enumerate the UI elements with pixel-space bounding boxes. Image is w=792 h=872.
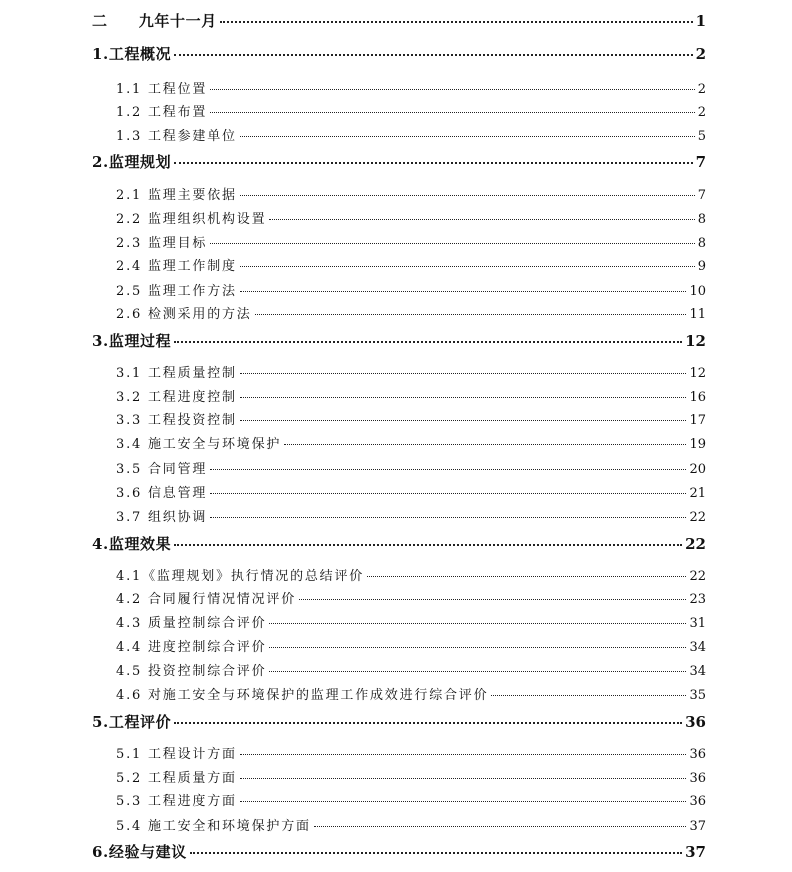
toc-entry-section[interactable] [0,101,706,120]
toc-leader-dots [210,493,686,494]
toc-entry-page-number: 2 [697,82,706,97]
toc-leader-dots [240,778,687,779]
toc-entry-title: 2.1 监理主要依据 [116,188,237,203]
toc-entry-title: 3.7 组织协调 [116,510,208,525]
toc-leader-dots [210,243,695,244]
toc-entry-page-number: 11 [689,307,706,322]
toc-entry-section[interactable] [0,743,706,762]
toc-entry-title: 4.监理效果 [92,535,172,553]
toc-entry-page-number: 34 [689,640,706,655]
toc-leader-dots [240,801,687,802]
toc-entry-title: 二 九年十一月 [92,12,217,30]
toc-leader-dots [210,517,686,518]
toc-entry-chapter[interactable] [0,43,706,64]
toc-entry-section[interactable] [0,280,706,299]
toc-entry-title: 5.2 工程质量方面 [116,771,237,786]
toc-entry-page-number: 22 [689,569,706,584]
toc-entry-section[interactable] [0,184,706,203]
toc-entry-chapter[interactable] [0,330,706,351]
toc-leader-dots [174,544,682,546]
toc-entry-page-number: 5 [697,129,706,144]
toc-entry-title: 2.6 检测采用的方法 [116,307,252,322]
toc-entry-section[interactable] [0,386,706,405]
toc-leader-dots [269,219,694,220]
toc-leader-dots [367,576,686,577]
toc-entry-page-number: 2 [695,45,706,63]
toc-leader-dots [174,722,682,724]
toc-leader-dots [174,341,682,343]
toc-leader-dots [240,266,695,267]
toc-entry-section[interactable] [0,125,706,144]
toc-leader-dots [240,420,687,421]
toc-leader-dots [210,89,695,90]
toc-leader-dots [491,695,686,696]
toc-entry-page-number: 36 [689,794,706,809]
toc-leader-dots [255,314,687,315]
toc-leader-dots [240,397,687,398]
toc-entry-page-number: 7 [695,153,706,171]
toc-entry-title: 1.工程概况 [92,45,172,63]
toc-entry-title: 4.1《监理规划》执行情况的总结评价 [116,569,365,584]
toc-leader-dots [210,469,686,470]
toc-leader-dots [284,444,686,445]
toc-entry-page-number: 12 [689,366,706,381]
toc-entry-section[interactable] [0,458,706,477]
toc-entry-section[interactable] [0,612,706,631]
toc-entry-title: 2.2 监理组织机构设置 [116,212,267,227]
toc-entry-page-number: 8 [697,236,706,251]
toc-entry-title: 4.4 进度控制综合评价 [116,640,267,655]
toc-entry-page-number: 2 [697,105,706,120]
toc-entry-title: 2.5 监理工作方法 [116,284,237,299]
toc-leader-dots [174,54,692,56]
toc-entry-title: 6.经验与建议 [92,843,187,861]
toc-entry-section[interactable] [0,303,706,322]
toc-entry-title: 1.3 工程参建单位 [116,129,237,144]
toc-entry-title: 3.4 施工安全与环境保护 [116,437,282,452]
toc-entry-chapter[interactable] [0,533,706,554]
toc-entry-page-number: 20 [689,462,706,477]
toc-entry-section[interactable] [0,767,706,786]
toc-entry-section[interactable] [0,684,706,703]
toc-leader-dots [240,754,687,755]
toc-entry-page-number: 36 [689,771,706,786]
toc-entry-page-number: 9 [697,259,706,274]
toc-entry-page-number: 35 [689,688,706,703]
toc-entry-title: 5.3 工程进度方面 [116,794,237,809]
toc-entry-title: 4.2 合同履行情况情况评价 [116,592,297,607]
toc-entry-page-number: 19 [689,437,706,452]
toc-entry-page-number: 34 [689,664,706,679]
toc-entry-title: 3.6 信息管理 [116,486,208,501]
toc-entry-section[interactable] [0,565,706,584]
toc-entry-page-number: 16 [689,390,706,405]
toc-leader-dots [174,162,692,164]
toc-entry-title: 5.1 工程设计方面 [116,747,237,762]
toc-entry-page-number: 22 [685,535,706,553]
toc-entry-page-number: 37 [685,843,706,861]
toc-entry-section[interactable] [0,78,706,97]
toc-entry-page-number: 7 [697,188,706,203]
toc-entry-page-number: 36 [685,713,706,731]
toc-entry-page-number: 21 [689,486,706,501]
toc-entry-title: 4.6 对施工安全与环境保护的监理工作成效进行综合评价 [116,688,489,703]
toc-entry-page-number: 8 [697,212,706,227]
toc-entry-section[interactable] [0,232,706,251]
toc-entry-page-number: 31 [689,616,706,631]
toc-entry-page-number: 1 [695,12,706,30]
toc-entry-chapter[interactable] [0,711,706,732]
toc-entry-title: 3.3 工程投资控制 [116,413,237,428]
toc-entry-section[interactable] [0,506,706,525]
toc-entry-chapter[interactable] [0,151,706,172]
toc-leader-dots [240,136,695,137]
toc-leader-dots [269,647,686,648]
toc-entry-title: 5.4 施工安全和环境保护方面 [116,819,311,834]
toc-entry-title: 3.1 工程质量控制 [116,366,237,381]
toc-entry-title: 4.3 质量控制综合评价 [116,616,267,631]
toc-entry-section[interactable] [0,790,706,809]
toc-entry-page-number: 37 [689,819,706,834]
toc-entry-title: 2.3 监理目标 [116,236,208,251]
toc-leader-dots [269,623,686,624]
toc-leader-dots [210,112,695,113]
toc-entry-section[interactable] [0,409,706,428]
toc-entry-section[interactable] [0,815,706,834]
toc-entry-section[interactable] [0,208,706,227]
toc-leader-dots [220,21,693,23]
toc-leader-dots [269,671,686,672]
toc-entry-title: 3.5 合同管理 [116,462,208,477]
toc-entry-section[interactable] [0,482,706,501]
toc-entry-page-number: 17 [689,413,706,428]
toc-entry-section[interactable] [0,362,706,381]
toc-entry-chapter[interactable] [0,10,706,31]
toc-leader-dots [299,599,686,600]
toc-entry-title: 2.4 监理工作制度 [116,259,237,274]
toc-leader-dots [190,852,682,854]
toc-entry-title: 3.监理过程 [92,332,172,350]
toc-entry-title: 1.1 工程位置 [116,82,208,97]
toc-entry-section[interactable] [0,588,706,607]
toc-leader-dots [240,373,687,374]
toc-entry-title: 3.2 工程进度控制 [116,390,237,405]
toc-entry-page-number: 23 [689,592,706,607]
toc-entry-page-number: 10 [689,284,706,299]
toc-entry-page-number: 22 [689,510,706,525]
toc-entry-section[interactable] [0,255,706,274]
toc-entry-page-number: 36 [689,747,706,762]
toc-leader-dots [240,195,695,196]
toc-leader-dots [314,826,687,827]
toc-entry-page-number: 12 [685,332,706,350]
toc-entry-section[interactable] [0,660,706,679]
toc-entry-title: 5.工程评价 [92,713,172,731]
toc-entry-title: 4.5 投资控制综合评价 [116,664,267,679]
toc-entry-title: 1.2 工程布置 [116,105,208,120]
toc-entry-chapter[interactable] [0,841,706,862]
toc-leader-dots [240,291,687,292]
toc-entry-section[interactable] [0,636,706,655]
toc-entry-title: 2.监理规划 [92,153,172,171]
toc-entry-section[interactable] [0,433,706,452]
